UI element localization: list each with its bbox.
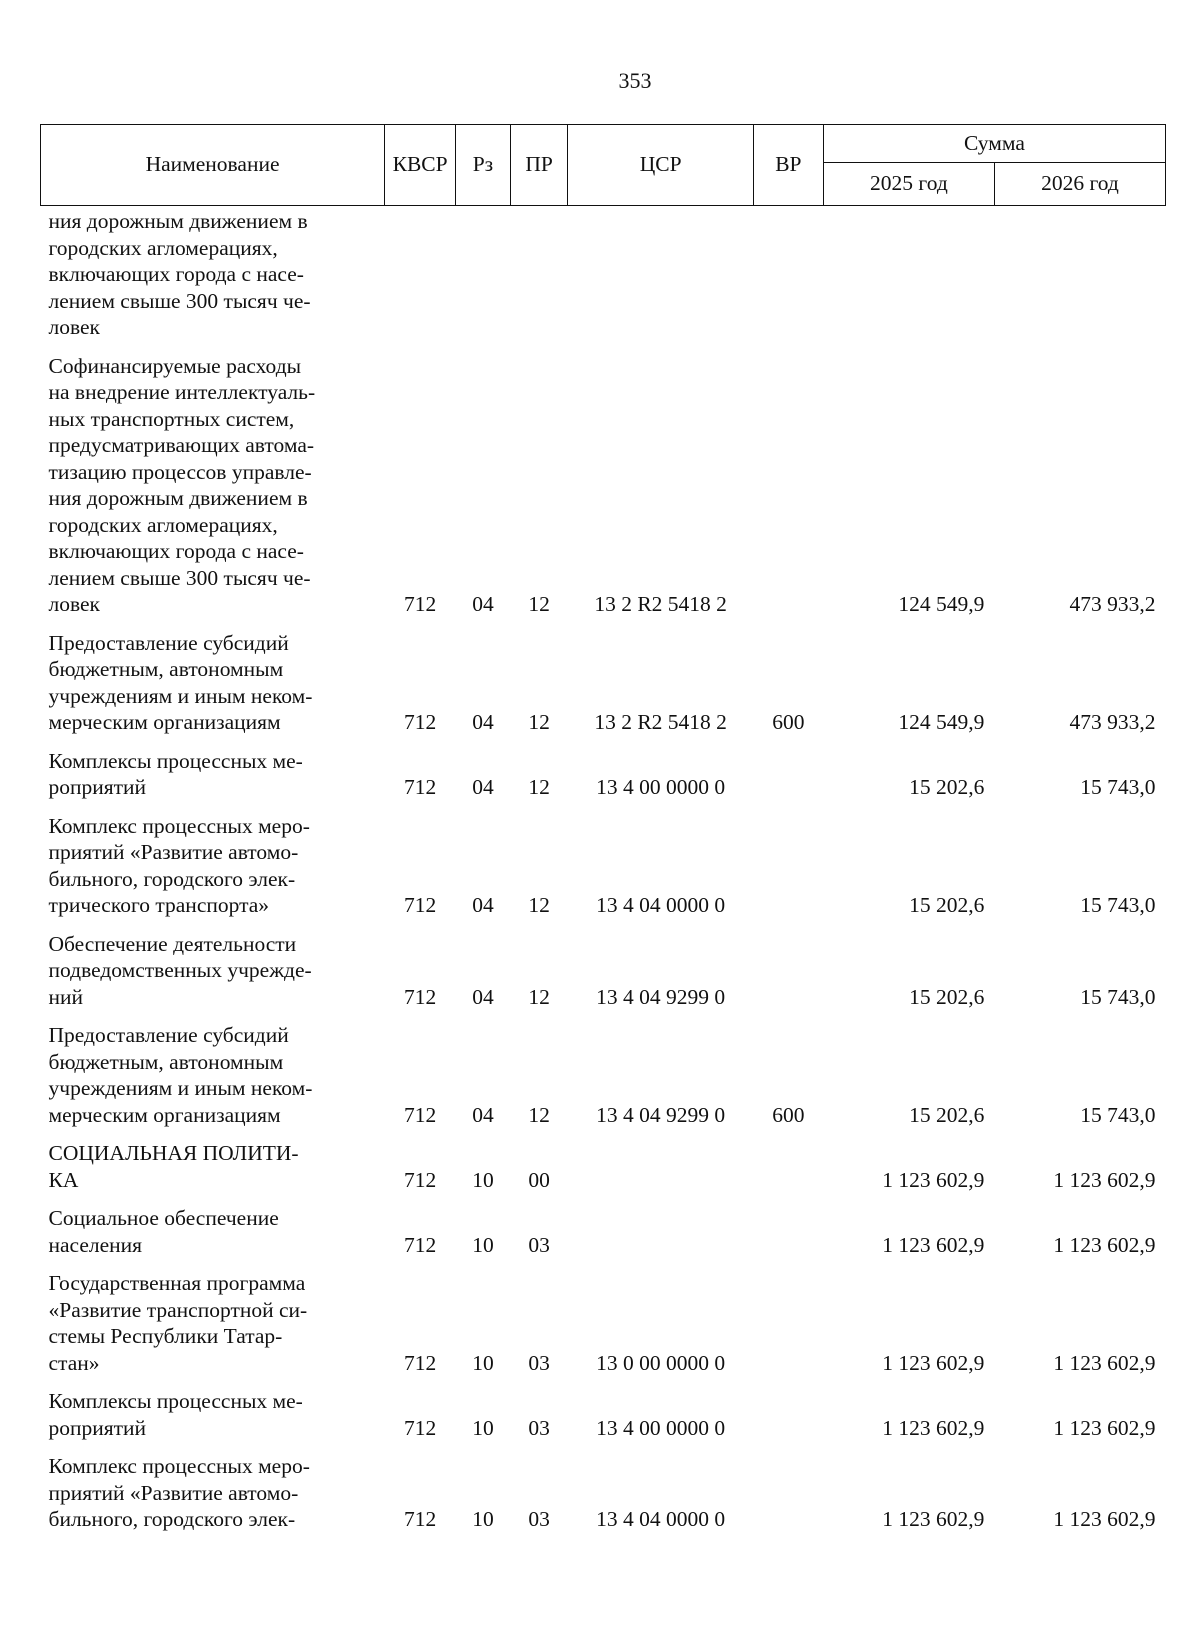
row-name-text: Софинансируемые расходы на внедрение интеллектуаль- ных транспортных систем, предусматривающих автома- тизацию процессов управле- ния дорожным движением в городских агломерациях, включающих города с насе- лением свыше 300 тысяч че- ловек	[48, 353, 316, 616]
cell-rz: 04	[472, 893, 494, 917]
row-name-text: ния дорожным движением в городских агломерациях, включающих города с насе- лением свыше 300 тысяч че- ловек	[48, 209, 311, 339]
cell-name	[41, 745, 385, 810]
header-sum: Сумма	[823, 125, 1165, 163]
cell-sum-2025: 124 549,9	[898, 592, 985, 616]
header-vr: ВР	[753, 125, 823, 206]
cell-name	[41, 810, 385, 928]
cell-pr: 03	[528, 1415, 550, 1440]
row-name-text: СОЦИАЛЬНАЯ ПОЛИТИ- КА	[48, 1141, 299, 1192]
header-kvsr: КВСР	[385, 125, 456, 206]
cell-vr	[753, 1267, 823, 1385]
cell-pr: 03	[528, 1350, 550, 1375]
row-name-text: Социальное обеспечение населения	[48, 1206, 279, 1257]
cell-csr: 13 4 04 0000 0	[596, 1507, 726, 1531]
cell-sum-2026	[994, 206, 1165, 350]
cell-pr: 12	[528, 592, 550, 616]
cell-csr: 13 4 00 0000 0	[596, 775, 726, 799]
cell-kvsr: 712	[403, 1232, 437, 1257]
cell-name	[41, 627, 385, 745]
cell-vr	[753, 745, 823, 810]
header-csr: ЦСР	[568, 125, 753, 206]
table-row	[41, 350, 1166, 627]
cell-name	[41, 1019, 385, 1137]
cell-rz: 10	[472, 1507, 494, 1531]
cell-vr	[753, 1450, 823, 1542]
cell-rz: 04	[472, 1102, 494, 1127]
cell-name	[41, 1450, 385, 1542]
row-name-text: Комплексы процессных ме- роприятий	[48, 1389, 303, 1440]
cell-vr	[753, 206, 823, 350]
header-year-2026: 2026 год	[994, 163, 1165, 206]
row-name-text: Обеспечение деятельности подведомственных учрежде- ний	[48, 931, 312, 1009]
cell-kvsr: 712	[403, 592, 437, 616]
header-name: Наименование	[41, 125, 385, 206]
cell-kvsr: 712	[403, 1415, 437, 1440]
cell-csr: 13 4 04 0000 0	[596, 893, 726, 917]
table-row	[41, 745, 1166, 810]
cell-csr: 13 4 04 9299 0	[596, 1102, 726, 1127]
cell-name	[41, 1385, 385, 1450]
table-row	[41, 1019, 1166, 1137]
cell-vr	[753, 1202, 823, 1267]
cell-sum-2026: 1 123 602,9	[1053, 1507, 1156, 1531]
cell-sum-2025: 15 202,6	[909, 1102, 985, 1127]
cell-kvsr: 712	[403, 1167, 437, 1192]
cell-sum-2026: 15 743,0	[1080, 1102, 1156, 1127]
cell-csr: 13 4 04 9299 0	[596, 984, 726, 1009]
cell-vr	[753, 810, 823, 928]
cell-vr	[753, 350, 823, 627]
cell-pr: 12	[528, 1102, 550, 1127]
cell-sum-2026: 1 123 602,9	[1053, 1167, 1156, 1192]
header-year-2025: 2025 год	[823, 163, 994, 206]
row-name-text: Предоставление субсидий бюджетным, автономным учреждениям и иным неком- мерческим организациям	[48, 1023, 313, 1127]
cell-rz: 10	[472, 1167, 494, 1192]
cell-sum-2026: 473 933,2	[1069, 710, 1156, 734]
cell-rz: 04	[472, 592, 494, 616]
cell-sum-2026: 1 123 602,9	[1053, 1415, 1156, 1440]
cell-kvsr: 712	[403, 893, 437, 917]
cell-sum-2025: 15 202,6	[909, 893, 985, 917]
cell-kvsr: 712	[403, 710, 437, 734]
cell-pr: 12	[528, 893, 550, 917]
table-row	[41, 1267, 1166, 1385]
cell-pr: 00	[528, 1167, 550, 1192]
cell-sum-2025: 15 202,6	[909, 775, 985, 799]
cell-sum-2025: 1 123 602,9	[882, 1415, 985, 1440]
cell-csr: 13 2 R2 5418 2	[594, 592, 727, 616]
cell-rz	[456, 206, 511, 350]
cell-sum-2025: 1 123 602,9	[882, 1350, 985, 1375]
cell-rz: 10	[472, 1350, 494, 1375]
cell-name	[41, 1267, 385, 1385]
table-row	[41, 1137, 1166, 1202]
cell-rz: 04	[472, 710, 494, 734]
table-row	[41, 627, 1166, 745]
cell-pr: 12	[528, 710, 550, 734]
cell-sum-2026: 15 743,0	[1080, 775, 1156, 799]
cell-kvsr	[385, 206, 456, 350]
table-row	[41, 810, 1166, 928]
table-row	[41, 928, 1166, 1020]
table-row	[41, 1385, 1166, 1450]
row-name-text: Комплекс процессных меро- приятий «Развитие автомо- бильного, городского элек-	[48, 1454, 310, 1531]
cell-sum-2026: 15 743,0	[1080, 984, 1156, 1009]
cell-pr: 03	[528, 1507, 550, 1531]
cell-csr: 13 2 R2 5418 2	[594, 710, 727, 734]
cell-name	[41, 928, 385, 1020]
cell-csr: 13 0 00 0000 0	[596, 1350, 726, 1375]
cell-kvsr: 712	[403, 1102, 437, 1127]
cell-csr	[568, 1202, 753, 1267]
cell-sum-2026: 1 123 602,9	[1053, 1350, 1156, 1375]
cell-sum-2025	[823, 206, 994, 350]
table-row	[41, 1450, 1166, 1542]
cell-vr: 600	[772, 710, 805, 734]
cell-kvsr: 712	[403, 775, 437, 799]
cell-sum-2025: 124 549,9	[898, 710, 985, 734]
cell-vr	[753, 928, 823, 1020]
cell-kvsr: 712	[403, 984, 437, 1009]
table-row	[41, 1202, 1166, 1267]
cell-kvsr: 712	[403, 1507, 437, 1531]
cell-sum-2026: 1 123 602,9	[1053, 1232, 1156, 1257]
cell-pr	[510, 206, 568, 350]
cell-csr	[568, 206, 753, 350]
cell-sum-2026: 473 933,2	[1069, 592, 1156, 616]
cell-sum-2025: 15 202,6	[909, 984, 985, 1009]
cell-name	[41, 1202, 385, 1267]
cell-vr	[753, 1137, 823, 1202]
cell-sum-2025: 1 123 602,9	[882, 1232, 985, 1257]
cell-rz: 10	[472, 1415, 494, 1440]
cell-csr	[568, 1137, 753, 1202]
cell-sum-2025: 1 123 602,9	[882, 1167, 985, 1192]
table-body	[41, 206, 1166, 1542]
table-row	[41, 206, 1166, 350]
cell-pr: 12	[528, 984, 550, 1009]
row-name-text: Комплексы процессных ме- роприятий	[48, 748, 303, 799]
cell-rz: 10	[472, 1232, 494, 1257]
header-rz: Рз	[456, 125, 511, 206]
cell-vr: 600	[772, 1102, 805, 1127]
cell-vr	[753, 1385, 823, 1450]
cell-name	[41, 1137, 385, 1202]
cell-sum-2025: 1 123 602,9	[882, 1507, 985, 1531]
cell-name	[41, 350, 385, 627]
cell-pr: 03	[528, 1232, 550, 1257]
row-name-text: Комплекс процессных меро- приятий «Развитие автомо- бильного, городского элек- трического транспорта»	[48, 813, 310, 917]
header-pr: ПР	[510, 125, 568, 206]
row-name-text: Предоставление субсидий бюджетным, автономным учреждениям и иным неком- мерческим организациям	[48, 630, 313, 734]
cell-rz: 04	[472, 775, 494, 799]
cell-kvsr: 712	[403, 1350, 437, 1375]
cell-csr: 13 4 00 0000 0	[596, 1415, 726, 1440]
budget-table	[40, 124, 1166, 1542]
page-number: 353	[618, 68, 652, 93]
cell-pr: 12	[528, 775, 550, 799]
cell-name	[41, 206, 385, 350]
row-name-text: Государственная программа «Развитие транспортной си- стемы Республики Татар- стан»	[48, 1271, 308, 1375]
cell-rz: 04	[472, 984, 494, 1009]
cell-sum-2026: 15 743,0	[1080, 893, 1156, 917]
